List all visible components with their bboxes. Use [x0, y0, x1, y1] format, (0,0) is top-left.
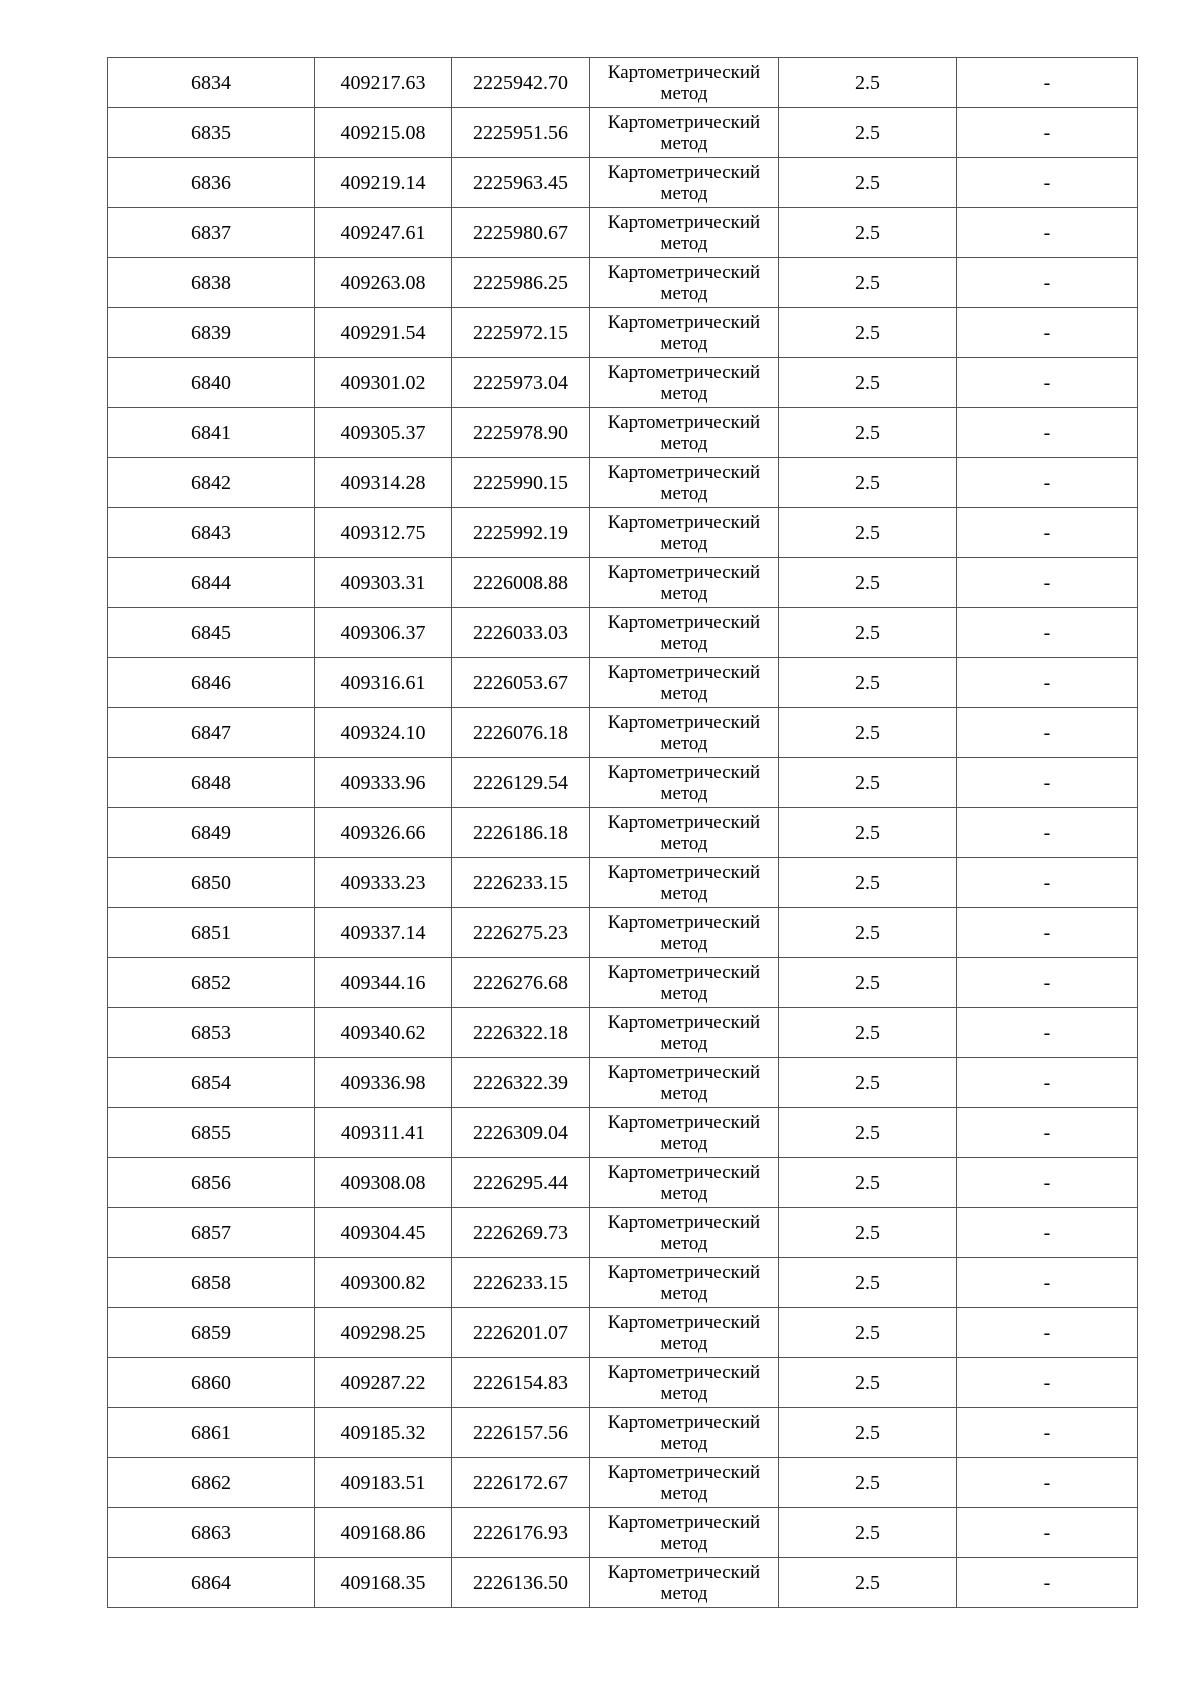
point-number-cell: 6856: [108, 1158, 315, 1208]
method-label-line1: Картометрический: [607, 1461, 761, 1483]
method-label-line2: метод: [660, 832, 708, 854]
method-cell: [590, 1158, 779, 1208]
x-coordinate-cell: 409344.16: [315, 958, 452, 1008]
x-coordinate-cell: 409333.23: [315, 858, 452, 908]
method-label-line1: Картометрический: [607, 961, 761, 983]
method-label-line1: Картометрический: [607, 1361, 761, 1383]
method-label-line2: метод: [660, 932, 708, 954]
y-coordinate-cell: 2226233.15: [452, 858, 590, 908]
method-label-line2: метод: [660, 1032, 708, 1054]
table-row: [108, 158, 1138, 208]
x-coordinate-cell: 409314.28: [315, 458, 452, 508]
method-label-line2: метод: [660, 532, 708, 554]
table-row: [108, 1258, 1138, 1308]
y-coordinate-cell: 2226129.54: [452, 758, 590, 808]
accuracy-cell: 2.5: [779, 558, 957, 608]
method-label-line2: метод: [660, 732, 708, 754]
x-coordinate-cell: 409305.37: [315, 408, 452, 458]
y-coordinate-cell: 2226309.04: [452, 1108, 590, 1158]
method-cell: [590, 1008, 779, 1058]
x-coordinate-cell: 409337.14: [315, 908, 452, 958]
table-row: [108, 358, 1138, 408]
method-label-line2: метод: [660, 1432, 708, 1454]
y-coordinate-cell: 2225978.90: [452, 408, 590, 458]
table-row: [108, 258, 1138, 308]
accuracy-cell: 2.5: [779, 1158, 957, 1208]
table-row: [108, 858, 1138, 908]
note-cell: -: [957, 1458, 1138, 1508]
x-coordinate-cell: 409316.61: [315, 658, 452, 708]
point-number-cell: 6849: [108, 808, 315, 858]
point-number-cell: 6863: [108, 1508, 315, 1558]
accuracy-cell: 2.5: [779, 358, 957, 408]
y-coordinate-cell: 2225963.45: [452, 158, 590, 208]
table-row: [108, 1208, 1138, 1258]
method-label-line1: Картометрический: [607, 1261, 761, 1283]
y-coordinate-cell: 2226201.07: [452, 1308, 590, 1358]
method-label-line2: метод: [660, 382, 708, 404]
point-number-cell: 6842: [108, 458, 315, 508]
method-label-line2: метод: [660, 1232, 708, 1254]
point-number-cell: 6835: [108, 108, 315, 158]
accuracy-cell: 2.5: [779, 708, 957, 758]
method-label-line2: метод: [660, 1182, 708, 1204]
table-row: [108, 1508, 1138, 1558]
point-number-cell: 6846: [108, 658, 315, 708]
point-number-cell: 6855: [108, 1108, 315, 1158]
accuracy-cell: 2.5: [779, 1008, 957, 1058]
point-number-cell: 6840: [108, 358, 315, 408]
method-label-line1: Картометрический: [607, 611, 761, 633]
y-coordinate-cell: 2225951.56: [452, 108, 590, 158]
note-cell: -: [957, 708, 1138, 758]
y-coordinate-cell: 2226176.93: [452, 1508, 590, 1558]
x-coordinate-cell: 409168.35: [315, 1558, 452, 1608]
table-row: [108, 808, 1138, 858]
point-number-cell: 6844: [108, 558, 315, 608]
note-cell: -: [957, 558, 1138, 608]
table-row: [108, 1308, 1138, 1358]
x-coordinate-cell: 409308.08: [315, 1158, 452, 1208]
table-row: [108, 958, 1138, 1008]
accuracy-cell: 2.5: [779, 208, 957, 258]
accuracy-cell: 2.5: [779, 608, 957, 658]
method-cell: [590, 58, 779, 108]
x-coordinate-cell: 409217.63: [315, 58, 452, 108]
accuracy-cell: 2.5: [779, 458, 957, 508]
method-label-line1: Картометрический: [607, 761, 761, 783]
method-label-line1: Картометрический: [607, 1111, 761, 1133]
table-row: [108, 1058, 1138, 1108]
method-cell: [590, 408, 779, 458]
table-row: [108, 508, 1138, 558]
method-cell: [590, 308, 779, 358]
x-coordinate-cell: 409287.22: [315, 1358, 452, 1408]
note-cell: -: [957, 1308, 1138, 1358]
point-number-cell: 6859: [108, 1308, 315, 1358]
note-cell: -: [957, 1508, 1138, 1558]
accuracy-cell: 2.5: [779, 1308, 957, 1358]
point-number-cell: 6839: [108, 308, 315, 358]
x-coordinate-cell: 409306.37: [315, 608, 452, 658]
coordinates-table-body: [108, 58, 1138, 1608]
method-cell: [590, 558, 779, 608]
method-label-line2: метод: [660, 1082, 708, 1104]
y-coordinate-cell: 2225990.15: [452, 458, 590, 508]
method-label-line1: Картометрический: [607, 1211, 761, 1233]
point-number-cell: 6848: [108, 758, 315, 808]
y-coordinate-cell: 2226157.56: [452, 1408, 590, 1458]
point-number-cell: 6836: [108, 158, 315, 208]
point-number-cell: 6843: [108, 508, 315, 558]
y-coordinate-cell: 2226008.88: [452, 558, 590, 608]
method-cell: [590, 508, 779, 558]
note-cell: -: [957, 208, 1138, 258]
method-label-line2: метод: [660, 282, 708, 304]
point-number-cell: 6862: [108, 1458, 315, 1508]
point-number-cell: 6847: [108, 708, 315, 758]
point-number-cell: 6864: [108, 1558, 315, 1608]
x-coordinate-cell: 409291.54: [315, 308, 452, 358]
point-number-cell: 6850: [108, 858, 315, 908]
method-label-line1: Картометрический: [607, 511, 761, 533]
method-label-line1: Картометрический: [607, 861, 761, 883]
x-coordinate-cell: 409298.25: [315, 1308, 452, 1358]
point-number-cell: 6841: [108, 408, 315, 458]
table-row: [108, 1458, 1138, 1508]
table-row: [108, 708, 1138, 758]
method-label-line2: метод: [660, 232, 708, 254]
method-cell: [590, 908, 779, 958]
method-label-line2: метод: [660, 632, 708, 654]
method-label-line2: метод: [660, 1282, 708, 1304]
point-number-cell: 6834: [108, 58, 315, 108]
accuracy-cell: 2.5: [779, 158, 957, 208]
x-coordinate-cell: 409263.08: [315, 258, 452, 308]
method-label-line2: метод: [660, 982, 708, 1004]
table-row: [108, 58, 1138, 108]
y-coordinate-cell: 2226136.50: [452, 1558, 590, 1608]
point-number-cell: 6851: [108, 908, 315, 958]
method-cell: [590, 1058, 779, 1108]
method-label-line1: Картометрический: [607, 461, 761, 483]
method-label-line2: метод: [660, 1582, 708, 1604]
note-cell: -: [957, 608, 1138, 658]
table-row: [108, 1158, 1138, 1208]
accuracy-cell: 2.5: [779, 1208, 957, 1258]
y-coordinate-cell: 2225986.25: [452, 258, 590, 308]
accuracy-cell: 2.5: [779, 858, 957, 908]
method-cell: [590, 208, 779, 258]
accuracy-cell: 2.5: [779, 1508, 957, 1558]
table-row: [108, 1358, 1138, 1408]
x-coordinate-cell: 409340.62: [315, 1008, 452, 1058]
x-coordinate-cell: 409333.96: [315, 758, 452, 808]
method-cell: [590, 1458, 779, 1508]
method-cell: [590, 758, 779, 808]
x-coordinate-cell: 409219.14: [315, 158, 452, 208]
table-row: [108, 758, 1138, 808]
method-cell: [590, 258, 779, 308]
method-label-line1: Картометрический: [607, 811, 761, 833]
method-label-line1: Картометрический: [607, 1411, 761, 1433]
method-label-line1: Картометрический: [607, 311, 761, 333]
method-label-line2: метод: [660, 1132, 708, 1154]
y-coordinate-cell: 2226295.44: [452, 1158, 590, 1208]
accuracy-cell: 2.5: [779, 908, 957, 958]
method-cell: [590, 1308, 779, 1358]
method-cell: [590, 808, 779, 858]
method-label-line1: Картометрический: [607, 911, 761, 933]
note-cell: -: [957, 108, 1138, 158]
note-cell: -: [957, 458, 1138, 508]
note-cell: -: [957, 1258, 1138, 1308]
accuracy-cell: 2.5: [779, 408, 957, 458]
y-coordinate-cell: 2226154.83: [452, 1358, 590, 1408]
x-coordinate-cell: 409301.02: [315, 358, 452, 408]
method-label-line1: Картометрический: [607, 211, 761, 233]
y-coordinate-cell: 2225992.19: [452, 508, 590, 558]
accuracy-cell: 2.5: [779, 108, 957, 158]
point-number-cell: 6845: [108, 608, 315, 658]
y-coordinate-cell: 2225973.04: [452, 358, 590, 408]
accuracy-cell: 2.5: [779, 308, 957, 358]
note-cell: -: [957, 1358, 1138, 1408]
point-number-cell: 6853: [108, 1008, 315, 1058]
table-row: [108, 458, 1138, 508]
method-label-line1: Картометрический: [607, 711, 761, 733]
y-coordinate-cell: 2226076.18: [452, 708, 590, 758]
y-coordinate-cell: 2226186.18: [452, 808, 590, 858]
table-row: [108, 208, 1138, 258]
note-cell: -: [957, 258, 1138, 308]
method-label-line1: Картометрический: [607, 111, 761, 133]
method-label-line2: метод: [660, 432, 708, 454]
method-cell: [590, 1108, 779, 1158]
method-label-line1: Картометрический: [607, 1011, 761, 1033]
note-cell: -: [957, 1108, 1138, 1158]
method-cell: [590, 1408, 779, 1458]
point-number-cell: 6838: [108, 258, 315, 308]
x-coordinate-cell: 409326.66: [315, 808, 452, 858]
method-label-line1: Картометрический: [607, 1561, 761, 1583]
method-label-line2: метод: [660, 82, 708, 104]
x-coordinate-cell: 409336.98: [315, 1058, 452, 1108]
method-label-line2: метод: [660, 882, 708, 904]
coordinates-table: [107, 57, 1138, 1608]
method-cell: [590, 1558, 779, 1608]
method-cell: [590, 1508, 779, 1558]
y-coordinate-cell: 2226053.67: [452, 658, 590, 708]
note-cell: -: [957, 1208, 1138, 1258]
method-cell: [590, 1258, 779, 1308]
note-cell: -: [957, 1158, 1138, 1208]
point-number-cell: 6858: [108, 1258, 315, 1308]
accuracy-cell: 2.5: [779, 758, 957, 808]
x-coordinate-cell: 409247.61: [315, 208, 452, 258]
method-label-line2: метод: [660, 182, 708, 204]
note-cell: -: [957, 58, 1138, 108]
method-label-line2: метод: [660, 682, 708, 704]
table-row: [108, 408, 1138, 458]
method-label-line2: метод: [660, 1482, 708, 1504]
note-cell: -: [957, 308, 1138, 358]
accuracy-cell: 2.5: [779, 808, 957, 858]
note-cell: -: [957, 808, 1138, 858]
x-coordinate-cell: 409304.45: [315, 1208, 452, 1258]
method-cell: [590, 358, 779, 408]
table-row: [108, 308, 1138, 358]
y-coordinate-cell: 2225942.70: [452, 58, 590, 108]
x-coordinate-cell: 409312.75: [315, 508, 452, 558]
accuracy-cell: 2.5: [779, 1258, 957, 1308]
method-label-line2: метод: [660, 332, 708, 354]
note-cell: -: [957, 1408, 1138, 1458]
method-cell: [590, 158, 779, 208]
method-label-line2: метод: [660, 482, 708, 504]
method-cell: [590, 958, 779, 1008]
x-coordinate-cell: 409300.82: [315, 1258, 452, 1308]
x-coordinate-cell: 409324.10: [315, 708, 452, 758]
note-cell: -: [957, 858, 1138, 908]
method-cell: [590, 608, 779, 658]
point-number-cell: 6860: [108, 1358, 315, 1408]
accuracy-cell: 2.5: [779, 258, 957, 308]
method-label-line1: Картометрический: [607, 1311, 761, 1333]
y-coordinate-cell: 2226233.15: [452, 1258, 590, 1308]
x-coordinate-cell: 409311.41: [315, 1108, 452, 1158]
x-coordinate-cell: 409168.86: [315, 1508, 452, 1558]
y-coordinate-cell: 2226172.67: [452, 1458, 590, 1508]
note-cell: -: [957, 1058, 1138, 1108]
x-coordinate-cell: 409183.51: [315, 1458, 452, 1508]
accuracy-cell: 2.5: [779, 958, 957, 1008]
method-label-line2: метод: [660, 1382, 708, 1404]
method-cell: [590, 458, 779, 508]
y-coordinate-cell: 2226269.73: [452, 1208, 590, 1258]
method-label-line1: Картометрический: [607, 561, 761, 583]
accuracy-cell: 2.5: [779, 1358, 957, 1408]
y-coordinate-cell: 2225980.67: [452, 208, 590, 258]
method-label-line1: Картометрический: [607, 161, 761, 183]
note-cell: -: [957, 1558, 1138, 1608]
method-label-line1: Картометрический: [607, 1511, 761, 1533]
note-cell: -: [957, 658, 1138, 708]
note-cell: -: [957, 958, 1138, 1008]
y-coordinate-cell: 2226322.18: [452, 1008, 590, 1058]
method-cell: [590, 1358, 779, 1408]
note-cell: -: [957, 908, 1138, 958]
table-row: [108, 108, 1138, 158]
accuracy-cell: 2.5: [779, 1108, 957, 1158]
method-label-line2: метод: [660, 1532, 708, 1554]
x-coordinate-cell: 409185.32: [315, 1408, 452, 1458]
table-row: [108, 908, 1138, 958]
y-coordinate-cell: 2225972.15: [452, 308, 590, 358]
point-number-cell: 6837: [108, 208, 315, 258]
x-coordinate-cell: 409303.31: [315, 558, 452, 608]
accuracy-cell: 2.5: [779, 1558, 957, 1608]
note-cell: -: [957, 508, 1138, 558]
note-cell: -: [957, 408, 1138, 458]
method-cell: [590, 658, 779, 708]
note-cell: -: [957, 358, 1138, 408]
point-number-cell: 6857: [108, 1208, 315, 1258]
table-row: [108, 1558, 1138, 1608]
method-label-line1: Картометрический: [607, 411, 761, 433]
method-label-line2: метод: [660, 1332, 708, 1354]
method-label-line1: Картометрический: [607, 661, 761, 683]
method-label-line1: Картометрический: [607, 61, 761, 83]
method-cell: [590, 1208, 779, 1258]
table-row: [108, 658, 1138, 708]
note-cell: -: [957, 158, 1138, 208]
method-label-line2: метод: [660, 582, 708, 604]
method-label-line2: метод: [660, 132, 708, 154]
accuracy-cell: 2.5: [779, 658, 957, 708]
accuracy-cell: 2.5: [779, 1408, 957, 1458]
x-coordinate-cell: 409215.08: [315, 108, 452, 158]
point-number-cell: 6861: [108, 1408, 315, 1458]
method-cell: [590, 708, 779, 758]
accuracy-cell: 2.5: [779, 1458, 957, 1508]
accuracy-cell: 2.5: [779, 508, 957, 558]
method-label-line1: Картометрический: [607, 1161, 761, 1183]
note-cell: -: [957, 1008, 1138, 1058]
method-cell: [590, 108, 779, 158]
note-cell: -: [957, 758, 1138, 808]
table-row: [108, 1108, 1138, 1158]
y-coordinate-cell: 2226276.68: [452, 958, 590, 1008]
y-coordinate-cell: 2226275.23: [452, 908, 590, 958]
method-label-line2: метод: [660, 782, 708, 804]
method-label-line1: Картометрический: [607, 261, 761, 283]
table-row: [108, 558, 1138, 608]
point-number-cell: 6852: [108, 958, 315, 1008]
method-label-line1: Картометрический: [607, 361, 761, 383]
table-row: [108, 608, 1138, 658]
point-number-cell: 6854: [108, 1058, 315, 1108]
table-row: [108, 1008, 1138, 1058]
method-label-line1: Картометрический: [607, 1061, 761, 1083]
y-coordinate-cell: 2226322.39: [452, 1058, 590, 1108]
accuracy-cell: 2.5: [779, 58, 957, 108]
method-cell: [590, 858, 779, 908]
accuracy-cell: 2.5: [779, 1058, 957, 1108]
table-row: [108, 1408, 1138, 1458]
y-coordinate-cell: 2226033.03: [452, 608, 590, 658]
